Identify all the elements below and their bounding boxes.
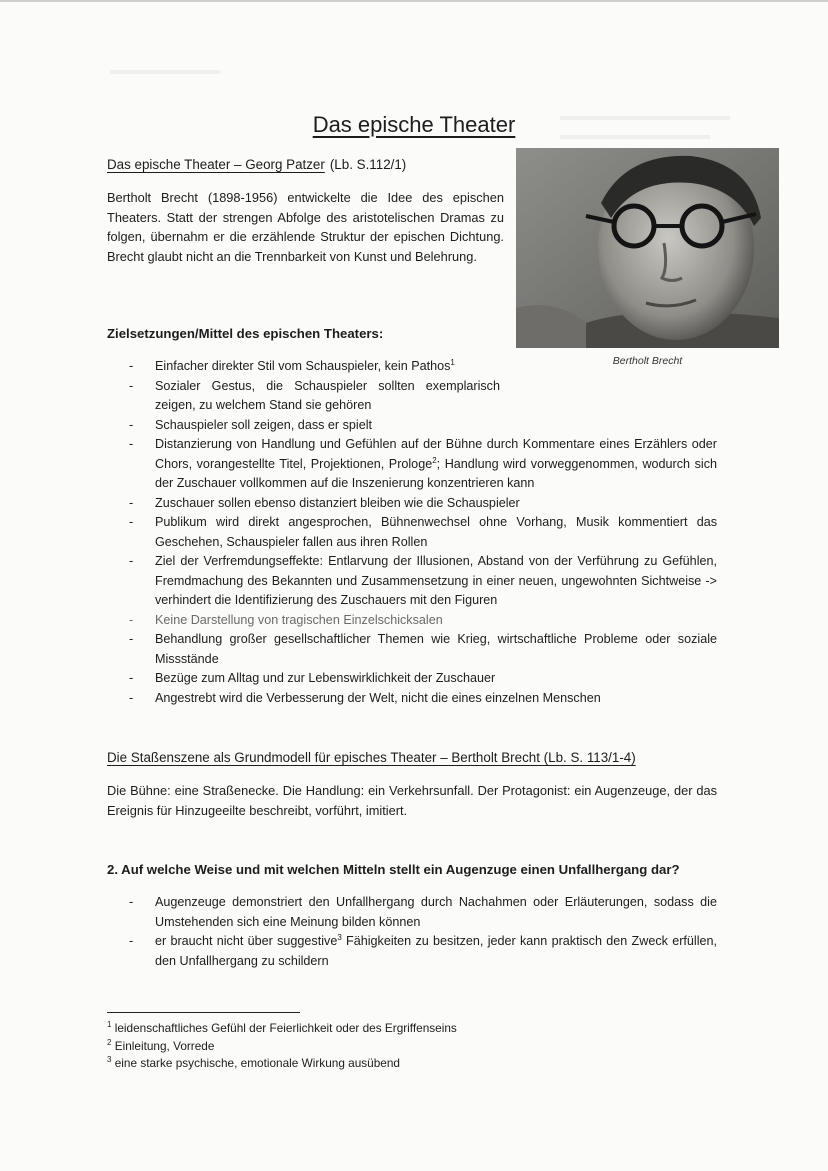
bleed-through-mark [110,70,220,74]
footnote: $^2$ Einleitung, Vorrede [107,1037,215,1053]
list-item: - Ziel der Verfremdungseffekte: Entlarvung der Illusionen, Abstand von der Verführung zu Gefühlen, Fremdmachung des Bekannten und Zusammensetzung in einer neuen, ungewohnten Sichtweise -> verhindert die Identifizierung des Zuschauers mit den Figuren [107,552,717,611]
list-item: - Zuschauer sollen ebenso distanziert bleiben wie die Schauspieler [107,494,717,514]
answer-list [107,893,717,971]
list-item: - Einfacher direkter Stil vom Schauspieler, kein Pathos$^1$ [107,357,500,377]
question-heading: 2. Auf welche Weise und mit welchen Mitteln stellt ein Augenzuge einen Unfallhergang dar? [107,862,680,877]
page-top-edge [0,0,828,2]
list-item: - Schauspieler soll zeigen, dass er spielt [107,416,717,436]
brecht-portrait-photo [516,148,779,348]
heading-ref: (Lb. S.112/1) [329,157,407,172]
list-item: - Distanzierung von Handlung und Gefühlen auf der Bühne durch Kommentare eines Erzählers oder Chors, vorangestellte Titel, Projektionen, Prologe$^2$; Handlung wird vorweggenommen, wodurch sich der Zuschauer vollkommen auf die Inszenierung konzentrieren kann [107,435,717,494]
section-heading-strassenszene: Die Staßenszene als Grundmodell für episches Theater – Bertholt Brecht (Lb. S. 113/1-4) [107,750,636,765]
list-item: - Angestrebt wird die Verbesserung der Welt, nicht die eines einzelnen Menschen [107,689,717,709]
portrait-image [516,148,779,348]
list-item: - Keine Darstellung von tragischen Einzelschicksalen [107,611,717,631]
section-heading-patzer [107,157,406,172]
footnote: $^1$ leidenschaftliches Gefühl der Feierlichkeit oder des Ergriffenseins [107,1020,457,1035]
list-item: - Sozialer Gestus, die Schauspieler sollten exemplarisch zeigen, zu welchem Stand sie gehören [107,377,500,416]
section-heading-goals: Zielsetzungen/Mittel des epischen Theaters: [107,326,384,341]
list-item: - Behandlung großer gesellschaftlicher Themen wie Krieg, wirtschaftliche Probleme oder soziale Missstände [107,630,717,669]
list-item: - Bezüge zum Alltag und zur Lebenswirklichkeit der Zuschauer [107,669,717,689]
heading-text: Das epische Theater – Georg Patzer [107,157,325,172]
page-title: Das epische Theater [312,112,516,137]
intro-paragraph: Bertholt Brecht (1898-1956) entwickelte die Idee des epischen Theaters. Statt der strengen Abfolge des aristotelischen Dramas zu folgen, übernahm er die erzählende Struktur der epischen Dichtung. Brecht glaubt nicht an die Trennbarkeit von Kunst und Belehrung. [107,190,504,264]
footnote: $^3$ eine starke psychische, emotionale Wirkung ausübend [107,1055,400,1070]
footnote-divider [107,1012,300,1013]
photo-caption: Bertholt Brecht [612,355,683,367]
strassenszene-paragraph: Die Bühne: eine Straßenecke. Die Handlung: ein Verkehrsunfall. Der Protagonist: ein Augenzeuge, der das Ereignis für Hinzugeeilte beschreibt, vorführt, imitiert. [107,783,717,818]
goals-list [107,357,717,708]
list-item: - Publikum wird direkt angesprochen, Bühnenwechsel ohne Vorhang, Musik kommentiert das Geschehen, Schauspieler fallen aus ihren Rollen [107,513,717,552]
footnotes [107,1020,457,1073]
list-item: - er braucht nicht über suggestive$^3$ Fähigkeiten zu besitzen, jeder kann praktisch den Zweck erfüllen, den Unfallhergang zu schildern [107,932,717,971]
list-item: - Augenzeuge demonstriert den Unfallhergang durch Nachahmen oder Erläuterungen, sodass die Umstehenden sich eine Meinung bilden können [107,893,717,932]
